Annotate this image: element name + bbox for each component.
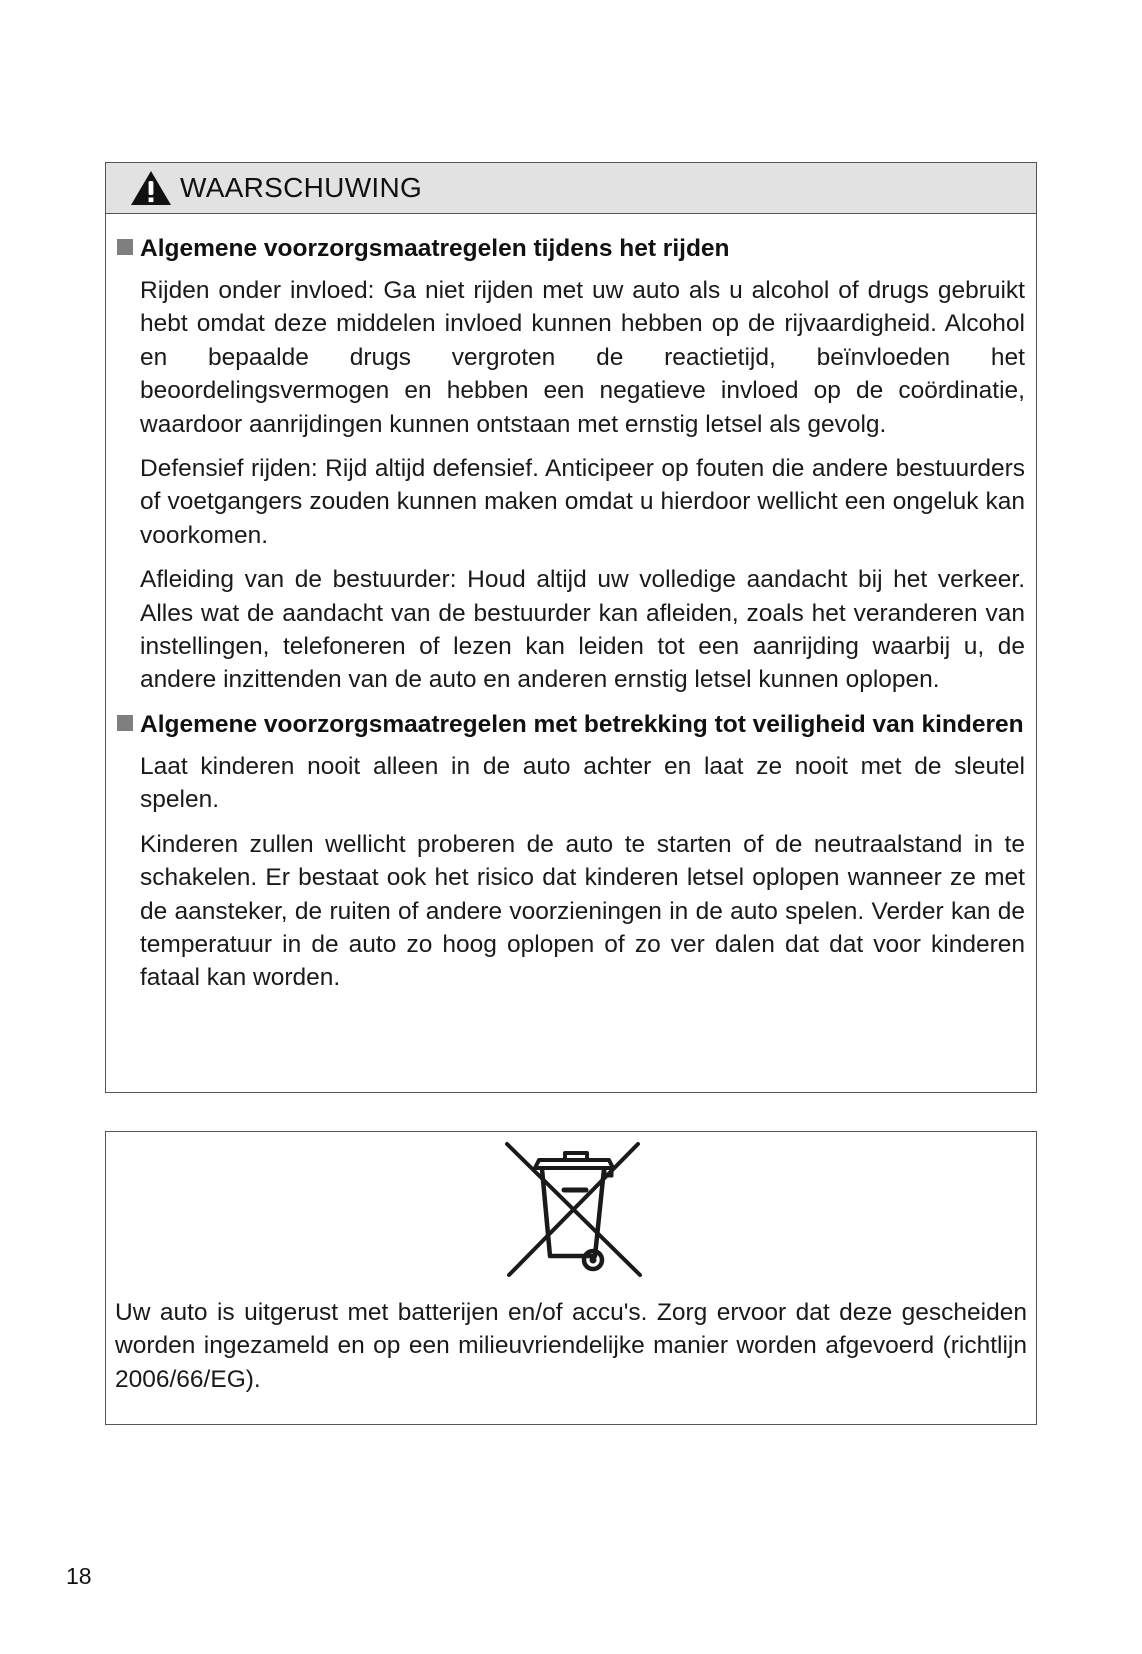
warning-box [105, 162, 1037, 1093]
page-number: 18 [66, 1563, 92, 1589]
crossed-out-wheelie-bin-icon [501, 1138, 646, 1282]
section-heading-children [117, 708, 1025, 741]
paragraph-children-alone: Laat kinderen nooit alleen in de auto achter en laat ze nooit met de sleutel spelen. [140, 752, 1025, 814]
paragraph-distraction: Afleiding van de bestuurder: Houd altijd uw volledige aandacht bij het verkeer. Alles wat de aandacht van de bestuurder kan afleiden, zoals het veranderen van instellingen, telefoneren of lezen kan leiden tot een aanrijding waarbij u, de andere inzittenden van de auto en anderen ernstig letsel kunnen oplopen. [140, 566, 1025, 694]
warning-body [106, 214, 1036, 995]
paragraph-influence: Rijden onder invloed: Ga niet rijden met uw auto als u alcohol of drugs gebruikt hebt omdat deze middelen invloed kunnen hebben op de rijvaardigheid. Alcohol en bepaalde drugs vergroten de reactietijd, beïnvloeden het beoordelingsvermogen en hebben een negatieve invloed op de coördinatie, waardoor aanrijdingen kunnen ontstaan met ernstig letsel als gevolg. [140, 277, 1025, 438]
warning-triangle-icon [130, 170, 172, 206]
warning-title: WAARSCHUWING [180, 172, 423, 203]
paragraph-children-risks: Kinderen zullen wellicht proberen de auto te starten of de neutraalstand in te schakelen. Er bestaat ook het risico dat kinderen letsel oplopen wanneer ze met de aansteker, de ruiten of andere voorzieningen in de auto spelen. Verder kan de temperatuur in de auto zo hoog oplopen of zo ver dalen dat dat voor kinderen fataal kan worden. [140, 830, 1025, 992]
paragraph-defensive: Defensief rijden: Rijd altijd defensief. Anticipeer op fouten die andere bestuurders of voetgangers zouden kunnen maken omdat u hierdoor wellicht een ongeluk kan voorkomen. [140, 455, 1025, 549]
section-heading-driving [117, 232, 1025, 265]
section-bullet-square [117, 715, 133, 731]
section-heading-text: Algemene voorzorgsmaatregelen tijdens het rijden [140, 235, 730, 262]
section-bullet-square [117, 239, 133, 255]
disposal-box [105, 1131, 1037, 1425]
disposal-text: Uw auto is uitgerust met batterijen en/of accu's. Zorg ervoor dat deze gescheiden worden ingezameld en op een milieuvriendelijke manier worden afgevoerd (richtlijn 2006/66/EG). [115, 1299, 1027, 1393]
section-heading-text: Algemene voorzorgsmaatregelen met betrekking tot veiligheid van kinderen [140, 710, 1024, 738]
warning-header [106, 163, 1036, 214]
